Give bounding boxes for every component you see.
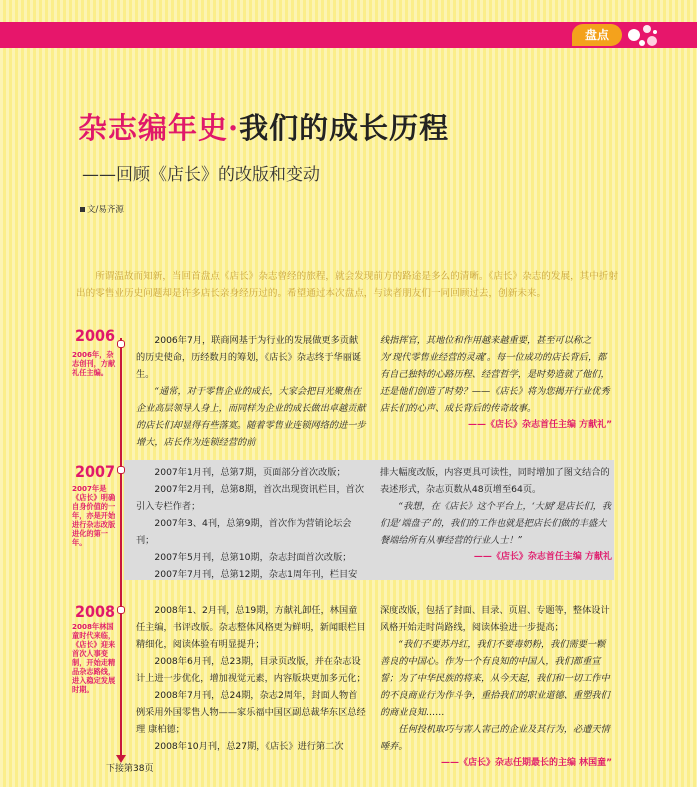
year-note-2006: 2006年，杂志创刊，方献礼任主编。: [72, 350, 116, 377]
paragraph: 2006年7月，联商网基于为行业的发展做更多贡献的历史使命，历经数月的筹划，《店长》杂志终于华丽诞生。: [136, 335, 362, 380]
section-badge: 盘点: [572, 24, 622, 46]
quote: 任何投机取巧与害人害己的企业及其行为，必遭天情唾弃。: [380, 724, 610, 752]
article-subtitle: ——回顾《店长》的改版和变动: [82, 165, 320, 185]
section-2006-right: [380, 332, 612, 434]
signature: ——《店长》杂志任期最长的主编 林国童”: [440, 758, 612, 768]
author-line: [80, 203, 124, 215]
sparkle-icon: [622, 20, 662, 50]
timeline-line: [120, 338, 122, 761]
list-item: 2008年7月刊，总24期，杂志2周年，封面人物首例采用外国零售人物——家乐福中国区副总裁华东区总经理 康柏德；: [136, 690, 366, 735]
timeline-dot-2006: [117, 340, 125, 348]
paragraph: 深度改版，包括了封面、目录、页眉、专题等，整体设计风格开始走时尚路线，阅读体验进一步提高；: [380, 605, 610, 633]
article-title: [78, 106, 449, 147]
list-item: 2008年6月刊，总23期，目录页改版，并在杂志设计上进一步优化，增加视觉元素，内容版块更加多元化；: [136, 656, 366, 684]
timeline-dot-2007: [117, 466, 125, 474]
year-2007: 2007: [75, 462, 116, 481]
author-name: 文/易齐源: [87, 205, 124, 215]
quote: “我想，在《店长》这个平台上，‘大厨’是店长们，我们是‘端盘子’的，我们的工作也就是把店长们做的丰盛大餐端给所有从事经营的行业人士！”: [380, 501, 612, 546]
section-2008-left: [136, 602, 366, 755]
year-note-2007: 2007年是《店长》明确自身价值的一年，亦是开始进行杂志改版进化的第一年。: [72, 484, 116, 547]
year-2006: 2006: [75, 326, 116, 345]
list-item: 2007年1月刊，总第7期，页面部分首次改版；: [154, 467, 346, 478]
list-item: 2007年3、4刊，总第9期，首次作为营销论坛会刊；: [136, 518, 352, 546]
quote: 线指挥官，其地位和作用越来越重要，甚至可以称之为‘现代零售业经营的灵魂’。每一位成功的店长背后，都有自己独特的心路历程、经营哲学，是时势造就了他们，还是他们创造了时势？——《店长》将为您揭开行业优秀店长们的心声、成长背后的传奇故事。: [380, 335, 610, 414]
quote: “通常，对于零售企业的成长，大家会把目光聚焦在企业高层领导人身上，而同样为企业的成长做出卓越贡献的店长们却显得有些落寞。随着零售业连锁网络的进一步增大，店长作为连锁经营的前: [136, 386, 366, 448]
square-bullet-icon: [80, 207, 85, 212]
section-2008-right: [380, 602, 612, 772]
intro-paragraph: 所谓温故而知新，当回首盘点《店长》杂志曾经的旅程，就会发现前方的路途是多么的清晰。《店长》杂志的发展，其中折射出的零售业历史问题却是许多店长亲身经历过的。希望通过本次盘点，与读者朋友们一同回顾过去，创新未来。: [76, 271, 619, 299]
signature: ——《店长》杂志首任主编 方献礼: [473, 552, 612, 562]
list-item: 2008年1、2月刊，总19期，方献礼卸任，林国童任主编，书评改版。杂志整体风格更为鲜明，新闻眼栏目精细化，阅读体验有明显提升；: [136, 605, 366, 650]
section-2007-right: [380, 464, 612, 566]
quote: “我们不要苏丹红，我们不要毒奶粉，我们需要一颗善良的中国心。作为一个有良知的中国人，我们都重宣誓；为了中华民族的将来，从今天起，我们和一切工作中的不良商业行为作斗争，重拾我们的职业道德、重塑我们的商业良知……: [380, 639, 610, 718]
year-note-2008: 2008年林国童时代来临，《店长》迎来首次人事变制，开始走精品杂志路线，进入稳定发展时期。: [72, 622, 116, 694]
title-part2: 我们的成长历程: [239, 111, 450, 145]
section-2007-left: [136, 464, 366, 583]
title-part1: 杂志编年史·: [78, 111, 240, 145]
list-item: 2007年7月刊，总第12期，杂志1周年刊，栏目安: [154, 569, 358, 580]
list-item: 2007年2月刊，总第8期，首次出现资讯栏目，首次引入专栏作者；: [136, 484, 365, 512]
section-2006-left: [136, 332, 366, 451]
continue-note: 下接第38页: [106, 764, 154, 774]
timeline-dot-2008: [117, 606, 125, 614]
signature: ——《店长》杂志首任主编 方献礼”: [467, 420, 612, 430]
list-item: 2007年5月刊，总第10期，杂志封面首次改版；: [154, 552, 352, 563]
year-2008: 2008: [75, 602, 116, 621]
list-item: 2008年10月刊，总27期，《店长》进行第二次: [154, 741, 344, 752]
paragraph: 排大幅度改版，内容更具可读性，同时增加了图文结合的表述形式，杂志页数从48页增至64页。: [380, 467, 610, 495]
